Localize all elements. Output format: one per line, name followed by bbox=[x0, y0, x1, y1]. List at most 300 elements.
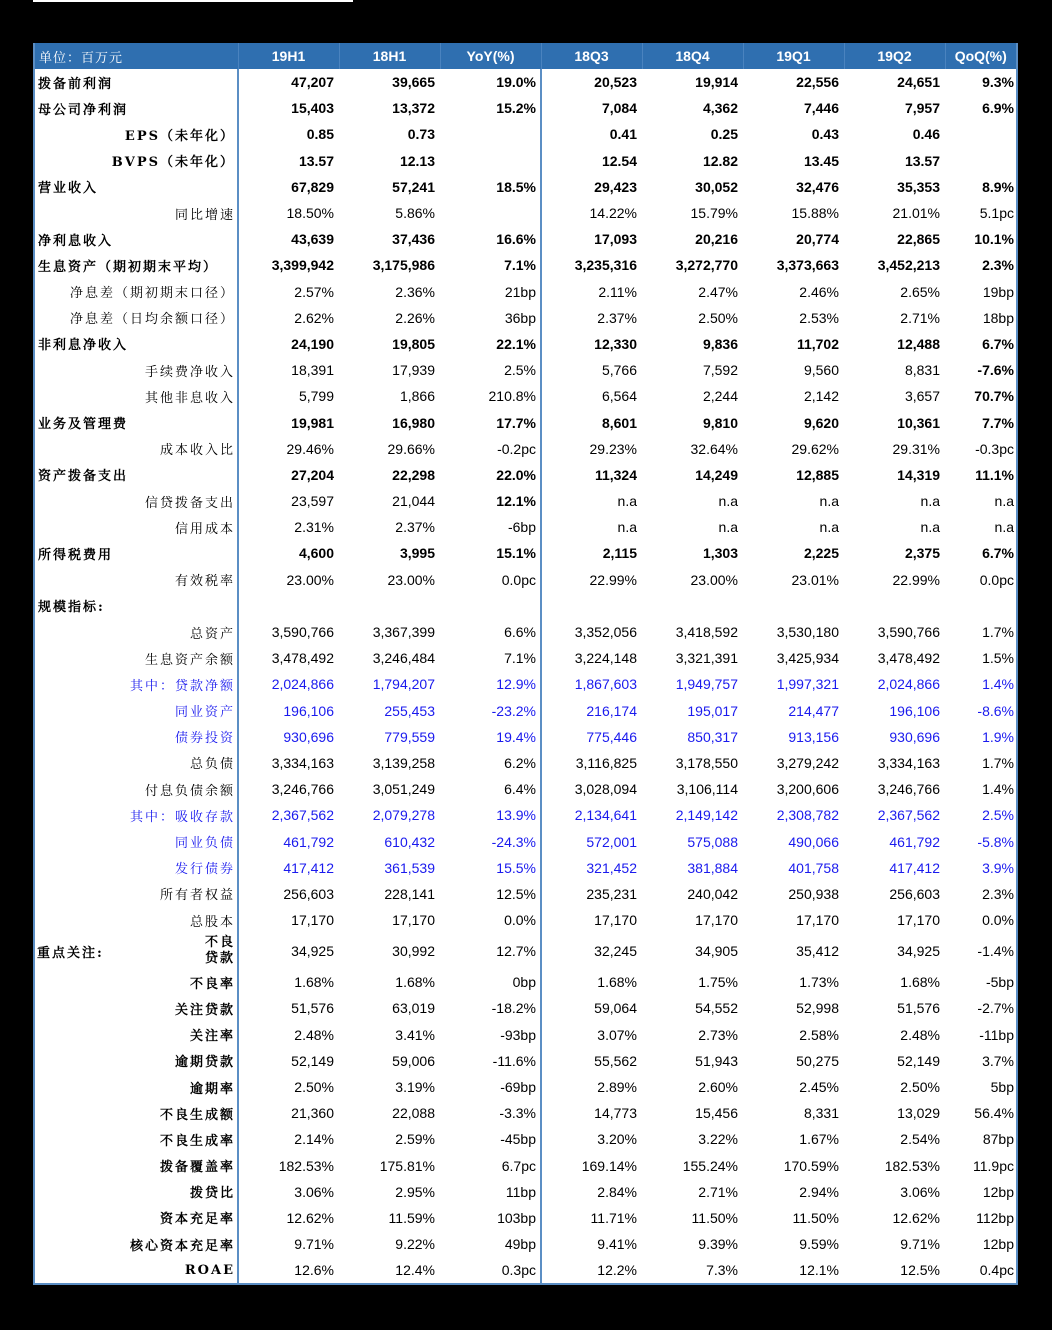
cell-19q2: 2.48% bbox=[900, 1026, 940, 1043]
cell-18h1: 255,453 bbox=[384, 702, 435, 719]
cell-18h1: 175.81% bbox=[379, 1157, 435, 1174]
cell-19h1: 0.85 bbox=[306, 126, 334, 143]
cell-yoy: -23.2% bbox=[440, 698, 541, 724]
cell-18q4: 20,216 bbox=[695, 231, 738, 248]
cell-qoq: 6.9% bbox=[982, 100, 1014, 117]
cell-19q1: 17,170 bbox=[796, 912, 839, 929]
row-label: 拨备前利润 bbox=[38, 76, 114, 92]
cell-19q2: 22.99% bbox=[892, 571, 940, 588]
cell-18q3: 3,116,825 bbox=[575, 754, 637, 771]
cell-qoq: n.a bbox=[994, 519, 1014, 536]
cell-18q4: 14,249 bbox=[695, 466, 738, 483]
row-label-cell bbox=[35, 1257, 238, 1283]
cell-18q4: 3.22% bbox=[698, 1131, 738, 1148]
cell-19h1: 3,590,766 bbox=[271, 624, 334, 641]
cell-19q2: 12.5% bbox=[900, 1262, 940, 1279]
cell-18q4: n.a bbox=[718, 493, 738, 510]
cell-19q1: 2.53% bbox=[799, 309, 839, 326]
cell-19h1: 461,792 bbox=[283, 833, 334, 850]
cell-18q4: 3,178,550 bbox=[675, 754, 738, 771]
cell-18q3: 169.14% bbox=[581, 1157, 637, 1174]
cell-19q1: 2.94% bbox=[799, 1183, 839, 1200]
cell-qoq: 18bp bbox=[982, 309, 1014, 326]
cell-18q4: 9,836 bbox=[702, 335, 738, 352]
row-label-cell bbox=[35, 409, 238, 435]
cell-18h1: 17,939 bbox=[392, 362, 435, 379]
cell-yoy: 2.5% bbox=[440, 357, 541, 383]
cell-19h1: 930,696 bbox=[283, 728, 334, 745]
row-label: EPS（未年化） bbox=[124, 128, 235, 144]
row-label: 有效税率 bbox=[174, 574, 235, 590]
cell-19q2: 182.53% bbox=[884, 1157, 940, 1174]
col-header-18q3: 18Q3 bbox=[541, 43, 642, 69]
table-row bbox=[35, 331, 1016, 357]
cell-18q4: 2.47% bbox=[698, 283, 738, 300]
header-row bbox=[35, 43, 1016, 69]
row-label-cell bbox=[35, 514, 238, 540]
cell-18h1: 3.19% bbox=[395, 1079, 435, 1096]
cell-19q1: 12,885 bbox=[796, 466, 839, 483]
row-label-cell bbox=[35, 226, 238, 252]
row-label: 净息差（日均余额口径） bbox=[69, 312, 235, 328]
row-label: BVPS（未年化） bbox=[111, 155, 235, 171]
table-row bbox=[35, 724, 1016, 750]
cell-yoy: 49bp bbox=[440, 1231, 541, 1257]
cell-qoq: 56.4% bbox=[974, 1105, 1014, 1122]
row-label-cell bbox=[35, 593, 238, 619]
cell-18q3: 8,601 bbox=[601, 414, 637, 431]
data-table bbox=[35, 43, 1016, 1283]
cell-18h1: 1.68% bbox=[395, 974, 435, 991]
cell-yoy: 17.7% bbox=[440, 409, 541, 435]
cell-18q3: 59,064 bbox=[594, 1000, 637, 1017]
cell-18q3: n.a bbox=[617, 493, 637, 510]
row-label: 信用成本 bbox=[174, 521, 235, 537]
cell-19q2: 22,865 bbox=[897, 231, 940, 248]
cell-18q3: 3.20% bbox=[597, 1131, 637, 1148]
row-label-cell bbox=[35, 1022, 238, 1048]
cell-18q3: 11,324 bbox=[594, 466, 637, 483]
cell-19h1: 12.6% bbox=[294, 1262, 334, 1279]
cell-19h1: 5,799 bbox=[298, 388, 334, 405]
cell-yoy: -69bp bbox=[440, 1074, 541, 1100]
cell-18h1: 2.37% bbox=[395, 519, 435, 536]
cell-18q4 bbox=[642, 593, 743, 619]
cell-19q1: 214,477 bbox=[788, 702, 839, 719]
cell-18q3: 17,093 bbox=[594, 231, 637, 248]
row-label: 净利息收入 bbox=[38, 233, 114, 249]
table-row bbox=[35, 855, 1016, 881]
cell-qoq: 6.7% bbox=[982, 545, 1014, 562]
row-label-cell bbox=[35, 279, 238, 305]
cell-yoy bbox=[440, 200, 541, 226]
cell-yoy: 103bp bbox=[440, 1205, 541, 1231]
unit-label: 单位：百万元 bbox=[35, 43, 238, 69]
cell-19q1: 8,331 bbox=[803, 1105, 839, 1122]
table-row bbox=[35, 1153, 1016, 1179]
row-label-cell bbox=[35, 828, 238, 854]
cell-19q2: n.a bbox=[920, 493, 940, 510]
cell-18q4: 12.82 bbox=[702, 152, 738, 169]
cell-qoq: 1.9% bbox=[982, 728, 1014, 745]
cell-18q4: 2,149,142 bbox=[675, 807, 738, 824]
cell-18q4: 195,017 bbox=[687, 702, 738, 719]
cell-18h1: 779,559 bbox=[384, 728, 435, 745]
col-header-18h1: 18H1 bbox=[339, 43, 440, 69]
cell-19q2: 2.71% bbox=[900, 309, 940, 326]
cell-18q3: 321,452 bbox=[586, 859, 637, 876]
cell-18q3: 2,134,641 bbox=[574, 807, 637, 824]
cell-19q1: 7,446 bbox=[803, 100, 839, 117]
cell-18q4: 32.64% bbox=[690, 440, 738, 457]
cell-19h1: 2.57% bbox=[294, 283, 334, 300]
cell-yoy: -0.2pc bbox=[440, 436, 541, 462]
cell-18q4: 240,042 bbox=[687, 885, 738, 902]
cell-qoq: -5.8% bbox=[977, 833, 1014, 850]
cell-yoy: 11bp bbox=[440, 1179, 541, 1205]
table-row bbox=[35, 357, 1016, 383]
cell-qoq: 7.7% bbox=[982, 414, 1014, 431]
table-row bbox=[35, 279, 1016, 305]
cell-qoq: -5bp bbox=[985, 974, 1014, 991]
cell-18h1: 57,241 bbox=[392, 178, 435, 195]
row-label-cell bbox=[35, 1231, 238, 1257]
cell-18h1: 29.66% bbox=[387, 440, 435, 457]
cell-qoq: 6.7% bbox=[982, 335, 1014, 352]
cell-yoy: 6.2% bbox=[440, 750, 541, 776]
cell-qoq: 12bp bbox=[982, 1183, 1014, 1200]
cell-18q3: 1.68% bbox=[597, 974, 637, 991]
cell-qoq: 11.1% bbox=[975, 466, 1014, 483]
cell-19h1: 2.50% bbox=[294, 1079, 334, 1096]
cell-19h1: 2,367,562 bbox=[271, 807, 334, 824]
cell-19h1: 9.71% bbox=[294, 1236, 334, 1253]
cell-qoq: 3.9% bbox=[982, 859, 1014, 876]
cell-yoy: 6.7pc bbox=[440, 1153, 541, 1179]
cell-yoy: -93bp bbox=[440, 1022, 541, 1048]
cell-yoy: -6bp bbox=[440, 514, 541, 540]
cell-19q2: 196,106 bbox=[889, 702, 940, 719]
cell-19h1: 52,149 bbox=[291, 1052, 334, 1069]
cell-18h1: 2.59% bbox=[395, 1131, 435, 1148]
cell-18q3: 775,446 bbox=[586, 728, 637, 745]
cell-18h1: 3.41% bbox=[395, 1026, 435, 1043]
cell-18q3: 11.71% bbox=[590, 1209, 637, 1226]
cell-19h1: 13.57 bbox=[298, 152, 334, 169]
cell-qoq: 1.4% bbox=[982, 676, 1014, 693]
cell-qoq: 1.5% bbox=[982, 650, 1014, 667]
row-label-cell bbox=[35, 383, 238, 409]
cell-19h1: 3,334,163 bbox=[271, 754, 334, 771]
row-label-cell bbox=[35, 776, 238, 802]
cell-19q1: n.a bbox=[819, 493, 839, 510]
cell-19h1: 27,204 bbox=[291, 466, 334, 483]
cell-18q3: 12,330 bbox=[594, 335, 637, 352]
cell-19h1: 3,246,766 bbox=[271, 781, 334, 798]
cell-18q3: n.a bbox=[617, 519, 637, 536]
cell-19q2: 3,590,766 bbox=[877, 624, 940, 641]
cell-yoy: 18.5% bbox=[440, 174, 541, 200]
cell-19q1: 3,373,663 bbox=[776, 257, 839, 274]
cell-19q1: 22,556 bbox=[796, 74, 839, 91]
cell-yoy: 21bp bbox=[440, 279, 541, 305]
cell-qoq: 2.5% bbox=[982, 807, 1014, 824]
table-row bbox=[35, 383, 1016, 409]
cell-18q4: 54,552 bbox=[695, 1000, 738, 1017]
cell-18q4: 2.73% bbox=[698, 1026, 738, 1043]
cell-yoy: 19.4% bbox=[440, 724, 541, 750]
cell-18h1: 361,539 bbox=[384, 859, 435, 876]
cell-19q2: 51,576 bbox=[897, 1000, 940, 1017]
row-label: 逾期贷款 bbox=[174, 1055, 235, 1071]
cell-qoq: 5bp bbox=[990, 1079, 1014, 1096]
cell-19q2: 3,478,492 bbox=[877, 650, 940, 667]
cell-19q2: 35,353 bbox=[897, 178, 940, 195]
cell-18q3: 29,423 bbox=[594, 178, 637, 195]
cell-18h1: 37,436 bbox=[392, 231, 435, 248]
cell-19q2: 1.68% bbox=[900, 974, 940, 991]
row-label: 规模指标: bbox=[38, 600, 105, 616]
cell-19q2: 10,361 bbox=[897, 414, 940, 431]
row-label-cell bbox=[35, 95, 238, 121]
table-row bbox=[35, 252, 1016, 278]
row-label-cell bbox=[35, 907, 238, 933]
cell-19h1: 256,603 bbox=[283, 885, 334, 902]
cell-18q3: 17,170 bbox=[594, 912, 637, 929]
row-label: 资产拨备支出 bbox=[38, 469, 129, 485]
table-row bbox=[35, 174, 1016, 200]
row-label-cell bbox=[35, 802, 238, 828]
cell-19q2: 29.31% bbox=[892, 440, 940, 457]
row-label: 总股本 bbox=[189, 914, 235, 930]
cell-19h1: 417,412 bbox=[283, 859, 334, 876]
cell-19q1: 1,997,321 bbox=[776, 676, 839, 693]
row-label: 所得税费用 bbox=[38, 547, 114, 563]
cell-18q4: 7,592 bbox=[702, 362, 738, 379]
cell-yoy: 0.0pc bbox=[440, 567, 541, 593]
cell-18h1: 1,794,207 bbox=[372, 676, 435, 693]
cell-19h1: 67,829 bbox=[291, 178, 334, 195]
cell-18q4: 11.50% bbox=[691, 1209, 738, 1226]
cell-18q3: 20,523 bbox=[594, 74, 637, 91]
row-label-cell bbox=[35, 969, 238, 995]
cell-19q1: 490,066 bbox=[788, 833, 839, 850]
row-label: 拨备覆盖率 bbox=[159, 1160, 235, 1176]
row-label: 业务及管理费 bbox=[38, 417, 129, 433]
cell-qoq: 0.4pc bbox=[979, 1262, 1014, 1279]
cell-19q2: 12,488 bbox=[897, 335, 940, 352]
table-row bbox=[35, 1074, 1016, 1100]
row-label-cell bbox=[35, 436, 238, 462]
cell-19q2: 24,651 bbox=[897, 74, 940, 91]
table-row bbox=[35, 645, 1016, 671]
row-label: 关注率 bbox=[189, 1029, 235, 1045]
table-row bbox=[35, 776, 1016, 802]
cell-qoq: -7.6% bbox=[977, 362, 1014, 379]
cell-18h1: 16,980 bbox=[392, 414, 435, 431]
row-label-cell bbox=[35, 855, 238, 881]
table-row bbox=[35, 69, 1016, 95]
cell-18q3: 3.07% bbox=[597, 1026, 637, 1043]
table-row bbox=[35, 488, 1016, 514]
row-label: 不良生成额 bbox=[159, 1107, 235, 1123]
row-label-cell bbox=[35, 1074, 238, 1100]
cell-qoq: -1.4% bbox=[977, 943, 1014, 960]
cell-19h1 bbox=[238, 593, 339, 619]
cell-18h1: 3,995 bbox=[399, 545, 435, 562]
cell-18q3: 3,224,148 bbox=[574, 650, 637, 667]
cell-19q1: 3,279,242 bbox=[776, 754, 839, 771]
table-row bbox=[35, 969, 1016, 995]
cell-yoy: 22.1% bbox=[440, 331, 541, 357]
row-label: 其他非息收入 bbox=[144, 390, 235, 406]
table-row bbox=[35, 305, 1016, 331]
cell-19q2: 256,603 bbox=[889, 885, 940, 902]
cell-18q3: 12.2% bbox=[597, 1262, 637, 1279]
cell-18q3: 14.22% bbox=[589, 205, 637, 222]
cell-18q3: 572,001 bbox=[586, 833, 637, 850]
row-label-cell bbox=[35, 1179, 238, 1205]
cell-18q4: 155.24% bbox=[682, 1157, 738, 1174]
cell-18q4: 23.00% bbox=[690, 571, 738, 588]
row-label: 不良率 bbox=[189, 976, 235, 992]
cell-19q2: 2,024,866 bbox=[877, 676, 940, 693]
cell-18h1: 11.59% bbox=[388, 1209, 435, 1226]
row-label: 成本收入比 bbox=[159, 443, 235, 459]
col-header-qoq: QoQ(%) bbox=[945, 43, 1016, 69]
cell-19q2: 13.57 bbox=[904, 152, 940, 169]
cell-yoy: -18.2% bbox=[440, 995, 541, 1021]
cell-18q4: 4,362 bbox=[702, 100, 738, 117]
cell-19h1: 3.06% bbox=[294, 1183, 334, 1200]
cell-qoq bbox=[945, 148, 1016, 174]
table-row bbox=[35, 567, 1016, 593]
cell-yoy: 210.8% bbox=[440, 383, 541, 409]
cell-19q1: 11,702 bbox=[796, 335, 839, 352]
cell-19h1: 47,207 bbox=[291, 74, 334, 91]
cell-qoq bbox=[945, 121, 1016, 147]
col-header-19q1: 19Q1 bbox=[743, 43, 844, 69]
cell-19q2: 3.06% bbox=[900, 1183, 940, 1200]
cell-19q1: 3,425,934 bbox=[776, 650, 839, 667]
cell-19q1: 23.01% bbox=[791, 571, 839, 588]
financial-summary-table bbox=[33, 43, 1018, 1285]
cell-yoy: 7.1% bbox=[440, 252, 541, 278]
cell-18q4: 30,052 bbox=[695, 178, 738, 195]
cell-19q2: 34,925 bbox=[897, 943, 940, 960]
row-label: 非利息净收入 bbox=[38, 338, 129, 354]
cell-19q2: 461,792 bbox=[889, 833, 940, 850]
table-row bbox=[35, 671, 1016, 697]
cell-18h1: 2.26% bbox=[395, 309, 435, 326]
cell-qoq: -0.3pc bbox=[975, 440, 1014, 457]
cell-19h1: 23.00% bbox=[286, 571, 334, 588]
cell-19h1: 51,576 bbox=[291, 1000, 334, 1017]
row-label: 同比增速 bbox=[174, 207, 235, 223]
table-row bbox=[35, 148, 1016, 174]
cell-19q2: 8,831 bbox=[904, 362, 940, 379]
row-label-cell bbox=[35, 1126, 238, 1152]
cell-19q1: 1.73% bbox=[799, 974, 839, 991]
cell-18h1: 5.86% bbox=[395, 205, 435, 222]
cell-19h1: 24,190 bbox=[291, 335, 334, 352]
cell-18q3: 2.37% bbox=[597, 309, 637, 326]
cell-19q2: 2,375 bbox=[904, 545, 940, 562]
cell-yoy: 19.0% bbox=[440, 69, 541, 95]
cell-18q3: 7,084 bbox=[601, 100, 637, 117]
cell-qoq: 9.3% bbox=[982, 74, 1014, 91]
table-row bbox=[35, 514, 1016, 540]
table-row bbox=[35, 750, 1016, 776]
row-label: 资本充足率 bbox=[159, 1212, 235, 1228]
row-label-cell bbox=[35, 698, 238, 724]
cell-18h1: 228,141 bbox=[384, 885, 435, 902]
table-row bbox=[35, 436, 1016, 462]
cell-19q1: 20,774 bbox=[796, 231, 839, 248]
table-row bbox=[35, 95, 1016, 121]
cell-19q1: 32,476 bbox=[796, 178, 839, 195]
cell-19q1: 3,200,606 bbox=[776, 781, 839, 798]
cell-18q3: 3,352,056 bbox=[574, 624, 637, 641]
cell-19q1: 9.59% bbox=[799, 1236, 839, 1253]
cell-18h1: 59,006 bbox=[392, 1052, 435, 1069]
cell-qoq: 11.9pc bbox=[973, 1157, 1014, 1174]
cell-qoq: 10.1% bbox=[974, 231, 1014, 248]
col-header-yoy: YoY(%) bbox=[440, 43, 541, 69]
cell-qoq: 87bp bbox=[982, 1131, 1014, 1148]
cell-19h1: 19,981 bbox=[291, 414, 334, 431]
cell-18h1: 12.13 bbox=[399, 152, 435, 169]
cell-yoy: 15.5% bbox=[440, 855, 541, 881]
cell-18h1: 3,175,986 bbox=[372, 257, 435, 274]
cell-yoy: 36bp bbox=[440, 305, 541, 331]
cell-qoq: 12bp bbox=[982, 1236, 1014, 1253]
row-label-cell bbox=[35, 200, 238, 226]
cell-18q4: 3,272,770 bbox=[675, 257, 738, 274]
row-label-cell bbox=[35, 933, 238, 969]
cell-19q2 bbox=[844, 593, 945, 619]
row-label-cell bbox=[35, 331, 238, 357]
cell-qoq: 3.7% bbox=[982, 1052, 1014, 1069]
cell-18h1: 63,019 bbox=[392, 1000, 435, 1017]
cell-18h1: 21,044 bbox=[392, 493, 435, 510]
cell-yoy: 12.1% bbox=[440, 488, 541, 514]
cell-19q2: 2.54% bbox=[900, 1131, 940, 1148]
row-label-cell bbox=[35, 121, 238, 147]
cell-18q4: 17,170 bbox=[695, 912, 738, 929]
cell-18h1: 1,866 bbox=[399, 388, 435, 405]
row-label: 不良生成率 bbox=[159, 1133, 235, 1149]
cell-19q1: 9,620 bbox=[803, 414, 839, 431]
row-label-cell bbox=[35, 305, 238, 331]
cell-18h1: 3,367,399 bbox=[372, 624, 435, 641]
cell-18q3 bbox=[541, 593, 642, 619]
cell-19h1: 2.48% bbox=[294, 1026, 334, 1043]
cell-19q2: 3,452,213 bbox=[877, 257, 940, 274]
cell-19q1: 12.1% bbox=[799, 1262, 839, 1279]
cell-qoq bbox=[945, 593, 1016, 619]
cell-19h1: 23,597 bbox=[291, 493, 334, 510]
cell-19h1: 2.31% bbox=[294, 519, 334, 536]
cell-yoy: 15.2% bbox=[440, 95, 541, 121]
cell-yoy: 13.9% bbox=[440, 802, 541, 828]
cell-18q4: 9.39% bbox=[698, 1236, 738, 1253]
cell-18q3: 2,115 bbox=[602, 545, 637, 562]
table-row bbox=[35, 1100, 1016, 1126]
cell-18q4: 15.79% bbox=[690, 205, 738, 222]
row-label: 其中：贷款净额 bbox=[129, 678, 235, 694]
table-row bbox=[35, 619, 1016, 645]
